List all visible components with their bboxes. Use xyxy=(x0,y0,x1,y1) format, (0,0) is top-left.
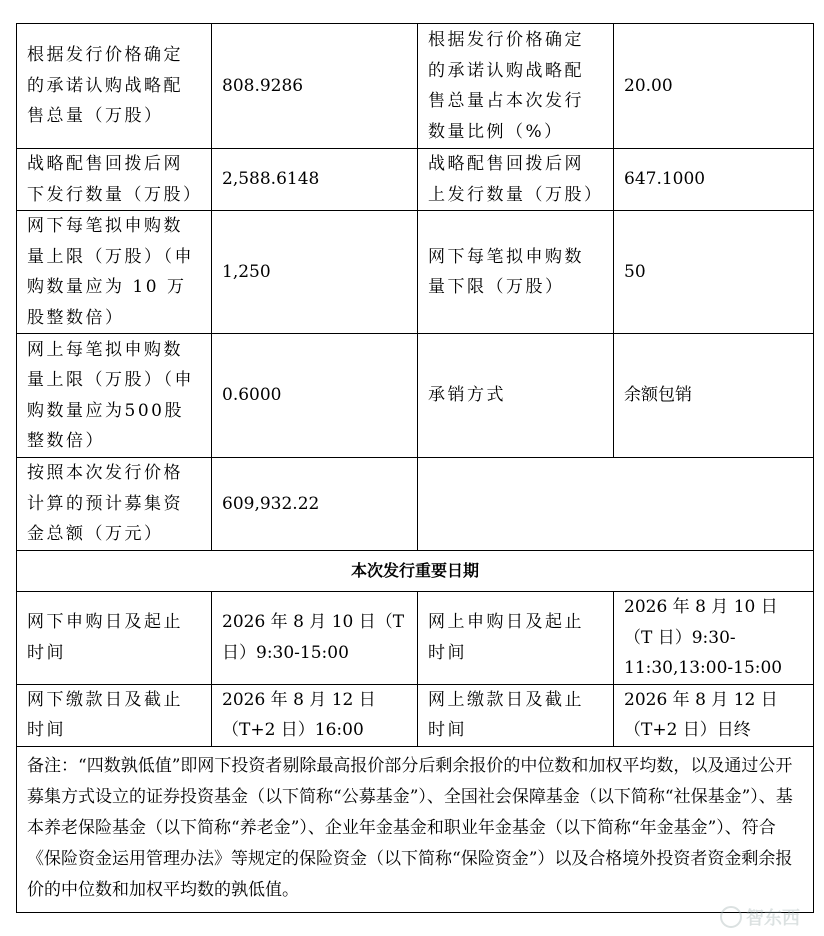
offline-subscription-date-label: 网下申购日及起止时间 xyxy=(17,592,212,685)
offline-bid-max-label: 网下每笔拟申购数量上限（万股）（申购数量应为 10 万股整数倍） xyxy=(17,211,212,334)
empty-cell xyxy=(418,458,614,551)
fundraising-total-label: 按照本次发行价格计算的预计募集资金总额（万元） xyxy=(17,458,212,551)
fundraising-total-value: 609,932.22 xyxy=(212,458,418,551)
offline-bid-min-value: 50 xyxy=(614,211,814,334)
table-row xyxy=(17,149,814,211)
online-issue-qty-label: 战略配售回拨后网上发行数量（万股） xyxy=(418,149,614,211)
online-payment-date-value: 2026 年 8 月 12 日（T+2 日）日终 xyxy=(614,684,814,746)
section-header-important-dates: 本次发行重要日期 xyxy=(17,551,814,592)
online-issue-qty-value: 647.1000 xyxy=(614,149,814,211)
strategic-allotment-total-value: 808.9286 xyxy=(212,24,418,149)
online-subscription-date-value: 2026 年 8 月 10 日（T 日）9:30-11:30,13:00-15:00 xyxy=(614,592,814,685)
table-row xyxy=(17,746,814,912)
online-subscription-date-label: 网上申购日及起止时间 xyxy=(418,592,614,685)
table-row xyxy=(17,551,814,592)
watermark-icon xyxy=(720,906,742,928)
offline-issue-qty-label: 战略配售回拨后网下发行数量（万股） xyxy=(17,149,212,211)
offline-issue-qty-value: 2,588.6148 xyxy=(212,149,418,211)
online-bid-max-label: 网上每笔拟申购数量上限（万股）（申购数量应为500股整数倍） xyxy=(17,334,212,458)
table-row xyxy=(17,24,814,149)
table-row xyxy=(17,334,814,458)
offline-subscription-date-value: 2026 年 8 月 10 日（T 日）9:30-15:00 xyxy=(212,592,418,685)
watermark-text: 智东西 xyxy=(746,908,800,929)
online-payment-date-label: 网上缴款日及截止时间 xyxy=(418,684,614,746)
table-row xyxy=(17,211,814,334)
offline-bid-max-value: 1,250 xyxy=(212,211,418,334)
table-row xyxy=(17,684,814,746)
footnote: 备注：“四数孰低值”即网下投资者剔除最高报价部分后剩余报价的中位数和加权平均数，以及通过公开募集方式设立的证券投资基金（以下简称“公募基金”）、全国社会保障基金（以下简称“社保基金”）、基本养老保险基金（以下简称“养老金”）、企业年金基金和职业年金基金（以下简称“年金基金”）、符合《保险资金运用管理办法》等规定的保险资金（以下简称“保险资金”）以及合格境外投资者资金剩余报价的中位数和加权平均数的孰低值。 xyxy=(17,746,814,912)
strategic-allotment-ratio-label: 根据发行价格确定的承诺认购战略配售总量占本次发行数量比例（%） xyxy=(418,24,614,149)
online-bid-max-value: 0.6000 xyxy=(212,334,418,458)
strategic-allotment-total-label: 根据发行价格确定的承诺认购战略配售总量（万股） xyxy=(17,24,212,149)
watermark-logo xyxy=(720,904,810,930)
offline-payment-date-label: 网下缴款日及截止时间 xyxy=(17,684,212,746)
offline-bid-min-label: 网下每笔拟申购数量下限（万股） xyxy=(418,211,614,334)
offering-info-table xyxy=(16,23,814,913)
empty-cell xyxy=(614,458,814,551)
offline-payment-date-value: 2026 年 8 月 12 日（T+2 日）16:00 xyxy=(212,684,418,746)
underwriting-method-label: 承销方式 xyxy=(418,334,614,458)
table-row xyxy=(17,458,814,551)
strategic-allotment-ratio-value: 20.00 xyxy=(614,24,814,149)
underwriting-method-value: 余额包销 xyxy=(614,334,814,458)
table-row xyxy=(17,592,814,685)
